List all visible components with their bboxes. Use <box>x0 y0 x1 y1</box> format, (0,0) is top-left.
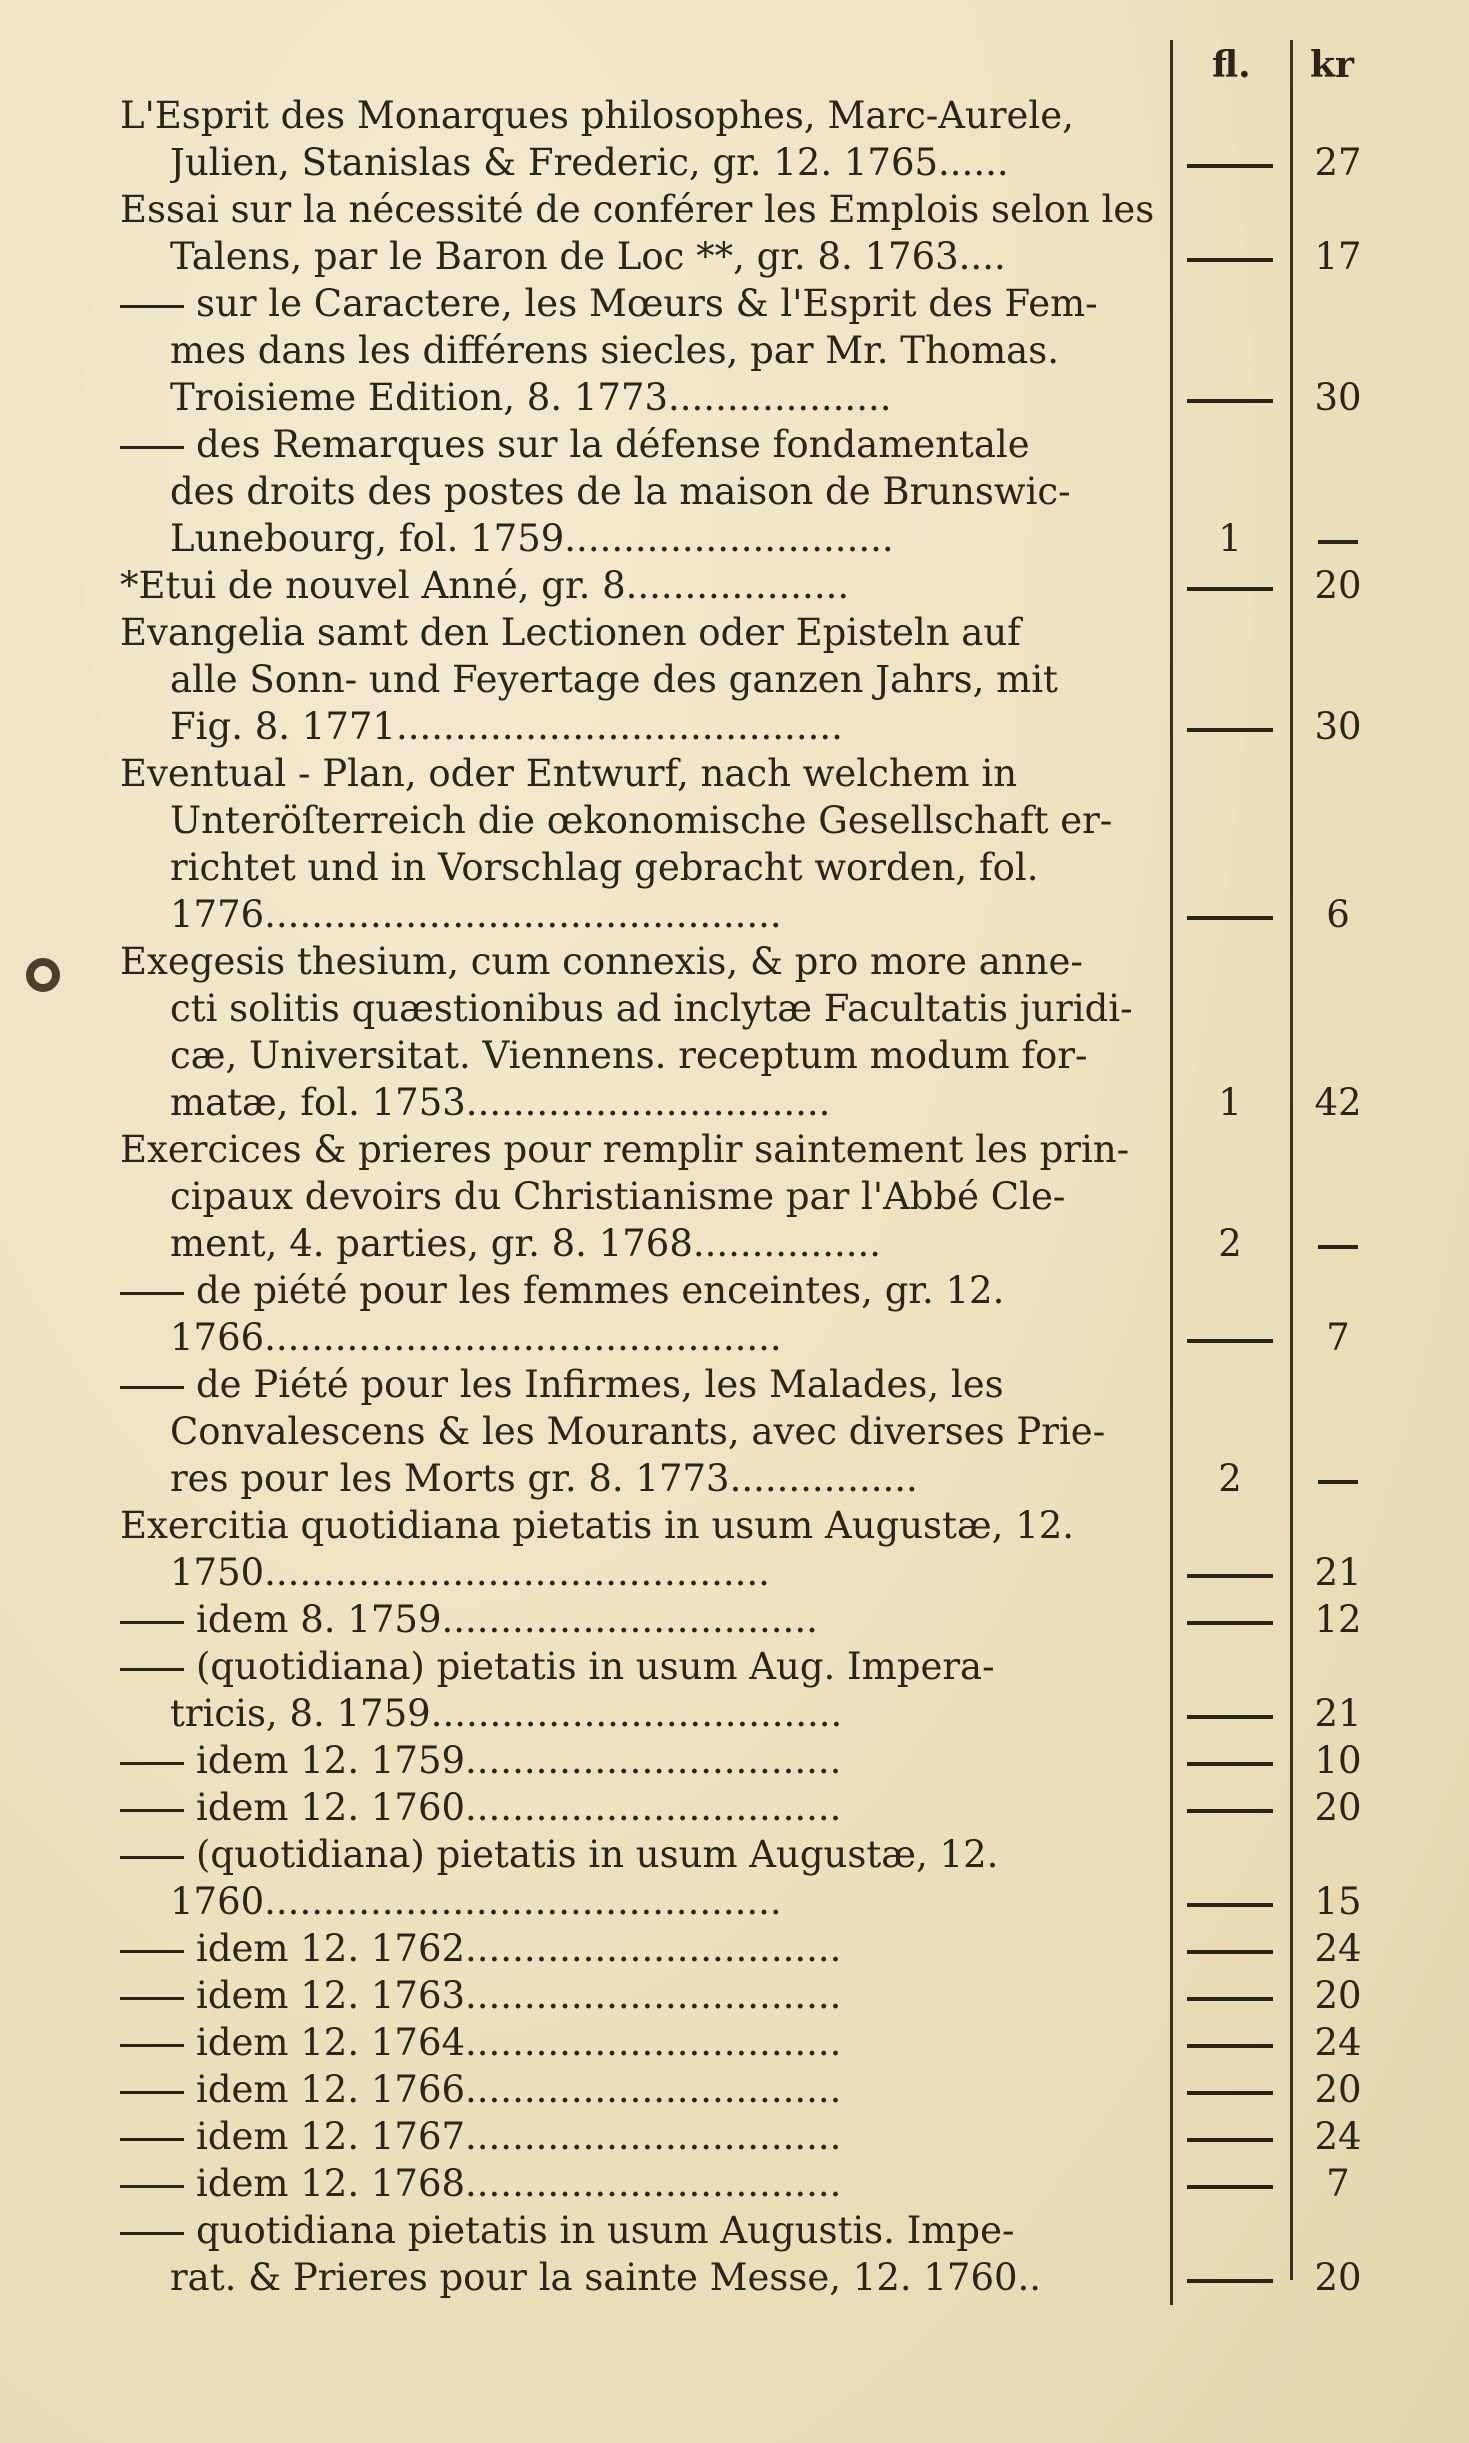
entry-text-value: idem 12. 1766................................ <box>196 2068 842 2111</box>
price-florin-rule <box>1187 2138 1273 2142</box>
entry-text <box>120 280 1160 327</box>
entry-text <box>120 2019 1160 2066</box>
price-kreuzer: 10 <box>1314 1739 1362 1782</box>
entry-text-value: de Piété pour les Infirmes, les Malades, les <box>196 1363 1004 1406</box>
entry-line <box>0 1643 1469 1690</box>
entry-text-value: L'Esprit des Monarques philosophes, Marc-Aurele, <box>120 94 1074 137</box>
entry-line <box>0 844 1469 891</box>
entry-line <box>0 891 1469 938</box>
price-florin-rule <box>1187 258 1273 262</box>
entry-line <box>0 2113 1469 2160</box>
entry-line <box>0 1267 1469 1314</box>
entry-text <box>120 1126 1160 1173</box>
entry-line <box>0 1455 1469 1502</box>
entry-line <box>0 1408 1469 1455</box>
entry-line <box>0 1079 1469 1126</box>
price-kreuzer: 20 <box>1314 1974 1362 2017</box>
price-kreuzer: 20 <box>1314 2256 1362 2299</box>
price-florin <box>1180 1596 1280 1643</box>
entry-line <box>0 1032 1469 1079</box>
entry-text <box>120 938 1160 985</box>
price-florin <box>1180 1925 1280 1972</box>
price-kreuzer <box>1300 515 1376 562</box>
entry-text-value: matæ, fol. 1753............................... <box>170 1081 831 1124</box>
entry-text-value: idem 12. 1768................................ <box>196 2162 842 2205</box>
price-florin <box>1180 1737 1280 1784</box>
entry-text <box>170 985 1160 1032</box>
price-kreuzer: 20 <box>1314 564 1362 607</box>
ditto-dash <box>120 1668 184 1671</box>
entry-text-value: Lunebourg, fol. 1759............................ <box>170 517 894 560</box>
price-florin <box>1180 374 1280 421</box>
entry-line <box>0 1878 1469 1925</box>
price-florin <box>1180 2066 1280 2113</box>
price-florin-rule <box>1187 2091 1273 2095</box>
entry-text <box>120 1596 1160 1643</box>
entry-text-value: (quotidiana) pietatis in usum Aug. Impera- <box>196 1645 995 1688</box>
entry-text-value: cti solitis quæstionibus ad inclytæ Facultatis juridi- <box>170 987 1133 1030</box>
ditto-dash <box>120 2138 184 2141</box>
ditto-dash <box>120 1621 184 1624</box>
ditto-dash <box>120 1386 184 1389</box>
entry-line <box>0 515 1469 562</box>
entry-text <box>170 1549 1160 1596</box>
entry-text <box>170 468 1160 515</box>
entry-text <box>120 1502 1160 1549</box>
entry-line <box>0 421 1469 468</box>
entry-text <box>120 186 1160 233</box>
price-kreuzer: 24 <box>1314 1927 1362 1970</box>
entry-text-value: idem 12. 1763................................ <box>196 1974 842 2017</box>
entry-text-value: des Remarques sur la défense fondamentale <box>196 423 1030 466</box>
price-kreuzer: 20 <box>1314 2068 1362 2111</box>
entry-text-value: (quotidiana) pietatis in usum Augustæ, 12. <box>196 1833 999 1876</box>
entry-text-value: alle Sonn- und Feyertage des ganzen Jahrs, mit <box>170 658 1058 701</box>
price-kreuzer: 12 <box>1314 1598 1362 1641</box>
entry-line <box>0 1737 1469 1784</box>
entry-text <box>170 374 1160 421</box>
price-florin-rule <box>1187 1809 1273 1813</box>
price-kreuzer-rule <box>1318 1480 1358 1484</box>
entry-text-value: Exercices & prieres pour remplir saintement les prin- <box>120 1128 1130 1171</box>
price-florin-rule <box>1187 1621 1273 1625</box>
price-florin: 2 <box>1218 1222 1242 1265</box>
price-florin <box>1180 2160 1280 2207</box>
entry-text <box>170 797 1160 844</box>
entry-text <box>170 139 1160 186</box>
column-header-fl: fl. <box>1212 44 1251 86</box>
entry-text-value: tricis, 8. 1759................................... <box>170 1692 843 1735</box>
price-kreuzer: 17 <box>1314 235 1362 278</box>
entry-text-value: Eventual - Plan, oder Entwurf, nach welchem in <box>120 752 1018 795</box>
entry-line <box>0 2207 1469 2254</box>
entry-text <box>120 1831 1160 1878</box>
entry-text <box>120 92 1160 139</box>
entry-text-value: idem 12. 1767................................ <box>196 2115 842 2158</box>
entry-line <box>0 2160 1469 2207</box>
entry-line <box>0 1173 1469 1220</box>
entry-line <box>0 233 1469 280</box>
entry-text <box>170 1220 1160 1267</box>
ditto-dash <box>120 2185 184 2188</box>
entry-line <box>0 1220 1469 1267</box>
price-florin-rule <box>1187 587 1273 591</box>
price-florin-rule <box>1187 164 1273 168</box>
entry-line <box>0 186 1469 233</box>
ditto-dash <box>120 2044 184 2047</box>
price-kreuzer: 30 <box>1314 705 1362 748</box>
entry-line <box>0 656 1469 703</box>
price-kreuzer: 7 <box>1326 2162 1350 2205</box>
price-kreuzer: 21 <box>1314 1551 1362 1594</box>
price-kreuzer: 24 <box>1314 2115 1362 2158</box>
price-florin-rule <box>1187 916 1273 920</box>
entry-text <box>120 1643 1160 1690</box>
entry-text-value: cipaux devoirs du Christianisme par l'Abbé Cle- <box>170 1175 1066 1218</box>
price-kreuzer: 42 <box>1314 1081 1362 1124</box>
entry-line <box>0 609 1469 656</box>
entry-text-value: Julien, Stanislas & Frederic, gr. 12. 1765...... <box>170 141 1009 184</box>
entry-text <box>170 844 1160 891</box>
price-florin-rule <box>1187 728 1273 732</box>
price-florin-rule <box>1187 1903 1273 1907</box>
entry-text-value: 1750........................................... <box>170 1551 770 1594</box>
entry-text-value: Convalescens & les Mourants, avec diverses Prie- <box>170 1410 1106 1453</box>
entry-text-value: 1776............................................ <box>170 893 782 936</box>
price-florin <box>1180 703 1280 750</box>
ditto-dash <box>120 1762 184 1765</box>
entry-text <box>170 1408 1160 1455</box>
price-florin <box>1180 1878 1280 1925</box>
entry-text <box>170 656 1160 703</box>
price-florin-rule <box>1187 1574 1273 1578</box>
entry-text-value: sur le Caractere, les Mœurs & l'Esprit des Fem- <box>196 282 1098 325</box>
ditto-dash <box>120 1292 184 1295</box>
entry-text <box>170 1079 1160 1126</box>
entry-line <box>0 1502 1469 1549</box>
entry-text <box>170 327 1160 374</box>
entry-text-value: 1760............................................ <box>170 1880 782 1923</box>
entry-text <box>120 421 1160 468</box>
price-kreuzer: 21 <box>1314 1692 1362 1735</box>
price-florin-rule <box>1187 399 1273 403</box>
entry-line <box>0 1549 1469 1596</box>
entry-text-value: des droits des postes de la maison de Brunswic- <box>170 470 1071 513</box>
price-florin <box>1180 1784 1280 1831</box>
entry-line <box>0 1596 1469 1643</box>
entry-line <box>0 562 1469 609</box>
ditto-dash <box>120 446 184 449</box>
entry-line <box>0 2066 1469 2113</box>
price-florin <box>1180 139 1280 186</box>
price-florin <box>1180 1972 1280 2019</box>
entry-text <box>170 891 1160 938</box>
entry-line <box>0 374 1469 421</box>
entry-line <box>0 1784 1469 1831</box>
entry-text <box>170 1455 1160 1502</box>
entry-text-value: Exegesis thesium, cum connexis, & pro more anne- <box>120 940 1083 983</box>
entry-text-value: de piété pour les femmes enceintes, gr. 12. <box>196 1269 1005 1312</box>
entry-text-value: *Etui de nouvel Anné, gr. 8................... <box>120 564 850 607</box>
ditto-dash <box>120 2091 184 2094</box>
entry-text-value: cæ, Universitat. Viennens. receptum modum for- <box>170 1034 1088 1077</box>
ditto-dash <box>120 1950 184 1953</box>
entry-text-value: Evangelia samt den Lectionen oder Episteln auf <box>120 611 1021 654</box>
entry-text-value: idem 12. 1759................................ <box>196 1739 842 1782</box>
entry-line <box>0 797 1469 844</box>
entry-text <box>120 2113 1160 2160</box>
price-florin-rule <box>1187 1339 1273 1343</box>
entry-text <box>170 233 1160 280</box>
price-kreuzer <box>1300 1455 1376 1502</box>
entry-line <box>0 1690 1469 1737</box>
entry-line <box>0 750 1469 797</box>
entry-text-value: Troisieme Edition, 8. 1773................... <box>170 376 892 419</box>
price-florin-rule <box>1187 1762 1273 1766</box>
price-florin <box>1180 562 1280 609</box>
entry-text-value: Essai sur la nécessité de conférer les Emplois selon les <box>120 188 1155 231</box>
entry-text-value: ment, 4. parties, gr. 8. 1768................ <box>170 1222 882 1265</box>
entry-text <box>120 609 1160 656</box>
entry-line <box>0 1831 1469 1878</box>
ditto-dash <box>120 2232 184 2235</box>
entry-text <box>120 1784 1160 1831</box>
entry-text-value: idem 12. 1760................................ <box>196 1786 842 1829</box>
price-kreuzer: 27 <box>1314 141 1362 184</box>
price-kreuzer: 30 <box>1314 376 1362 419</box>
entry-text-value: Unteröſterreich die œkonomische Gesellschaft er- <box>170 799 1113 842</box>
ditto-dash <box>120 305 184 308</box>
entry-text-value: idem 12. 1762................................ <box>196 1927 842 1970</box>
price-florin <box>1180 2254 1280 2301</box>
entry-text <box>170 1314 1160 1361</box>
entry-text-value: Fig. 8. 1771...................................... <box>170 705 843 748</box>
entry-line <box>0 92 1469 139</box>
price-florin <box>1180 1690 1280 1737</box>
price-florin-rule <box>1187 1715 1273 1719</box>
ditto-dash <box>120 1856 184 1859</box>
ditto-dash <box>120 1809 184 1812</box>
price-kreuzer: 15 <box>1314 1880 1362 1923</box>
entry-line <box>0 1126 1469 1173</box>
price-florin: 2 <box>1218 1457 1242 1500</box>
price-kreuzer-rule <box>1318 1245 1358 1249</box>
entry-text-value: richtet und in Vorschlag gebracht worden, fol. <box>170 846 1039 889</box>
entry-text-value: Exercitia quotidiana pietatis in usum Augustæ, 12. <box>120 1504 1075 1547</box>
entry-line <box>0 703 1469 750</box>
entry-line <box>0 327 1469 374</box>
entry-text-value: res pour les Morts gr. 8. 1773................ <box>170 1457 918 1500</box>
entry-text-value: idem 12. 1764................................ <box>196 2021 842 2064</box>
entry-line <box>0 1925 1469 1972</box>
price-florin <box>1180 2019 1280 2066</box>
entry-text-value: Talens, par le Baron de Loc **, gr. 8. 1763.... <box>170 235 1006 278</box>
entry-text-value: rat. & Prieres pour la sainte Messe, 12. 1760.. <box>170 2256 1042 2299</box>
price-kreuzer: 24 <box>1314 2021 1362 2064</box>
entry-text-value: 1766............................................ <box>170 1316 782 1359</box>
price-florin <box>1180 891 1280 938</box>
price-florin <box>1180 233 1280 280</box>
entry-text-value: quotidiana pietatis in usum Augustis. Impe- <box>196 2209 1015 2252</box>
column-header-kr: kr <box>1310 44 1354 86</box>
entry-line <box>0 2019 1469 2066</box>
ditto-dash <box>120 1997 184 2000</box>
entry-text <box>120 1361 1160 1408</box>
entry-text <box>170 515 1160 562</box>
price-kreuzer-rule <box>1318 540 1358 544</box>
entry-line <box>0 938 1469 985</box>
entry-line <box>0 1972 1469 2019</box>
price-florin-rule <box>1187 1997 1273 2001</box>
price-florin-rule <box>1187 2279 1273 2283</box>
price-florin: 1 <box>1218 1081 1242 1124</box>
price-kreuzer: 6 <box>1326 893 1350 936</box>
entry-line <box>0 280 1469 327</box>
entry-line <box>0 1314 1469 1361</box>
entry-text <box>170 2254 1160 2301</box>
price-kreuzer <box>1300 1220 1376 1267</box>
entry-text <box>170 1878 1160 1925</box>
price-florin: 1 <box>1218 517 1242 560</box>
price-kreuzer: 7 <box>1326 1316 1350 1359</box>
price-kreuzer: 20 <box>1314 1786 1362 1829</box>
entry-text <box>170 1032 1160 1079</box>
entry-text <box>120 2066 1160 2113</box>
entry-text <box>170 1173 1160 1220</box>
entry-text <box>120 750 1160 797</box>
price-florin <box>1180 1549 1280 1596</box>
entry-text <box>120 1737 1160 1784</box>
entry-text <box>120 2207 1160 2254</box>
entry-text <box>120 1267 1160 1314</box>
price-florin <box>1180 2113 1280 2160</box>
entry-text <box>170 1690 1160 1737</box>
entry-text <box>120 1972 1160 2019</box>
entry-text-value: mes dans les différens siecles, par Mr. Thomas. <box>170 329 1059 372</box>
entry-text <box>120 2160 1160 2207</box>
entry-line <box>0 139 1469 186</box>
price-florin-rule <box>1187 2185 1273 2189</box>
entry-text <box>120 562 1160 609</box>
entry-text <box>170 703 1160 750</box>
entry-text <box>120 1925 1160 1972</box>
price-florin-rule <box>1187 2044 1273 2048</box>
entry-line <box>0 1361 1469 1408</box>
entry-line <box>0 2254 1469 2301</box>
entry-line <box>0 985 1469 1032</box>
entry-text-value: idem 8. 1759................................ <box>196 1598 818 1641</box>
price-florin-rule <box>1187 1950 1273 1954</box>
price-florin <box>1180 1314 1280 1361</box>
entry-line <box>0 468 1469 515</box>
